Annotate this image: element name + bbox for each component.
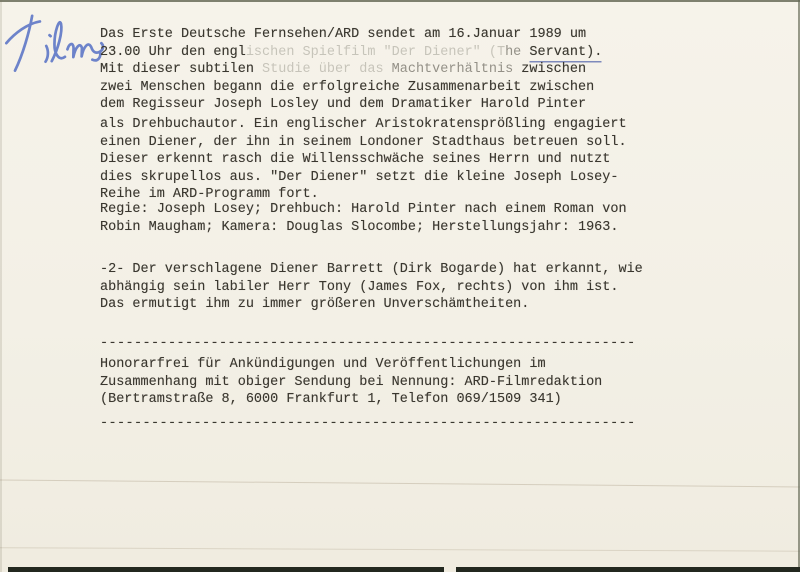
document-line: Das Erste Deutsche Fernsehen/ARD sendet am 16.Januar 1989 um	[100, 27, 587, 42]
document-line: Robin Maugham; Kamera: Douglas Slocombe; Herstellungsjahr: 1963.	[100, 219, 619, 235]
scan-edge-bottom	[8, 567, 444, 572]
document-line: Reihe im ARD-Programm fort.	[100, 187, 319, 202]
document-line: einen Diener, der ihn in seinem Londoner Stadthaus betreuen soll.	[100, 134, 627, 150]
paragraph-plot	[100, 116, 627, 204]
scan-edge-left	[0, 0, 2, 572]
paragraph-credits	[100, 201, 627, 236]
document-line: (Bertramstraße 8, 6000 Frankfurt 1, Telefon 069/1509 341)	[100, 392, 562, 407]
document-line: dies skrupellos aus. "Der Diener" setzt die kleine Joseph Losey-	[100, 169, 619, 185]
paragraph-broadcast-intro	[100, 26, 602, 114]
document-line: Mit dieser subtilen Studie über das Machtverhältnis zwischen	[100, 62, 587, 77]
document-line: Zusammenhang mit obiger Sendung bei Nennung: ARD-Filmredaktion	[100, 374, 603, 390]
paragraph-honorarfrei-notice	[100, 356, 602, 409]
document-line: zwei Menschen begann die erfolgreiche Zusammenarbeit zwischen	[100, 79, 595, 95]
document-line: -2- Der verschlagene Diener Barrett (Dirk Bogarde) hat erkannt, wie	[100, 262, 643, 277]
document-line: 23.00 Uhr den englischen Spielfilm "Der Diener" (The Servant).	[100, 44, 603, 60]
separator-dashes-top: ---------------------------------------------------------------	[100, 336, 636, 351]
document-line: Dieser erkennt rasch die Willensschwäche seines Herrn und nutzt	[100, 152, 611, 167]
scan-edge-top	[0, 0, 800, 2]
scan-edge-bottom	[456, 567, 800, 572]
document-line: dem Regisseur Joseph Losley und dem Dramatiker Harold Pinter	[100, 97, 587, 112]
document-line: Das ermutigt ihm zu immer größeren Unverschämtheiten.	[100, 297, 530, 312]
document-line: abhängig sein labiler Herr Tony (James Fox, rechts) von ihm ist.	[100, 279, 619, 295]
separator-dashes-bottom: ---------------------------------------------------------------	[100, 416, 636, 431]
paragraph-photo-caption	[100, 261, 643, 314]
document-line: Honorarfrei für Ankündigungen und Veröffentlichungen im	[100, 357, 546, 372]
document-line: Regie: Joseph Losey; Drehbuch: Harold Pinter nach einem Roman von	[100, 202, 627, 217]
document-line: als Drehbuchautor. Ein englischer Aristokratensprößling engagiert	[100, 117, 627, 132]
